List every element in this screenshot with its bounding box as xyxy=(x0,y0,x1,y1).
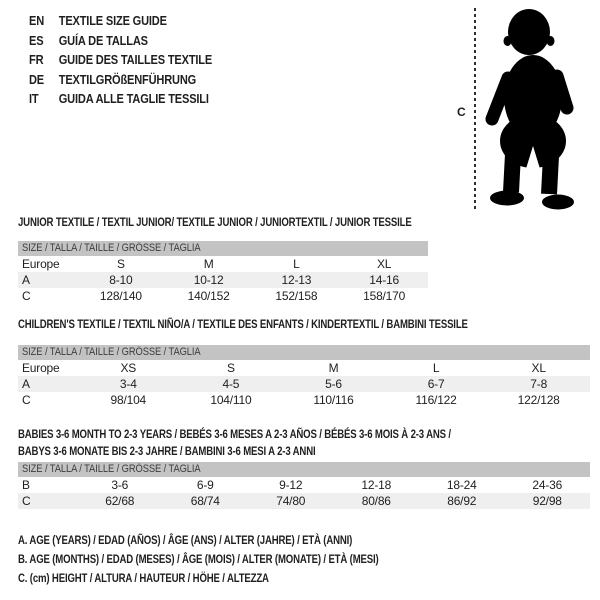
footnote-line: C. (cm) HEIGHT / ALTURA / HAUTEUR / HÖHE / ALTEZZA xyxy=(18,571,269,585)
table-cell: 12-13 xyxy=(281,273,312,287)
language-row xyxy=(29,70,212,90)
language-row xyxy=(29,89,212,109)
table-cell: 92/98 xyxy=(532,494,562,508)
size-table xyxy=(18,462,590,509)
table-header-bar xyxy=(18,345,590,360)
language-code: DE xyxy=(29,71,45,87)
height-measure-dotted-line xyxy=(474,8,476,210)
section-title: CHILDREN'S TEXTILE / TEXTIL NIÑO/A / TEXTILE DES ENFANTS / KINDERTEXTIL / BAMBINI TESSILE xyxy=(18,317,468,331)
row-label: C xyxy=(22,393,31,407)
table-cell: 98/104 xyxy=(110,393,147,407)
table-cell: 3-4 xyxy=(119,377,137,391)
footnote-line: B. AGE (MONTHS) / EDAD (MESES) / ÂGE (MOIS) / ALTER (MONATE) / ETÀ (MESI) xyxy=(18,552,379,566)
table-cell: 62/68 xyxy=(105,494,135,508)
table-cell: 116/122 xyxy=(415,393,457,407)
section-title: BABYS 3-6 MONATE BIS 2-3 JAHRE / BAMBINI 3-6 MESI A 2-3 ANNI xyxy=(18,444,316,458)
table-cell: 7-8 xyxy=(530,377,548,391)
baby-silhouette-icon xyxy=(481,2,596,212)
language-row xyxy=(29,50,212,70)
table-row xyxy=(18,493,590,509)
table-cell: L xyxy=(293,257,300,271)
table-cell: 18-24 xyxy=(446,478,477,492)
row-label: A xyxy=(22,377,30,391)
table-cell: 68/74 xyxy=(190,494,220,508)
row-label: C xyxy=(22,494,31,508)
table-cell: 5-6 xyxy=(325,377,342,391)
table-cell: 152/158 xyxy=(275,289,318,303)
table-row xyxy=(18,256,428,272)
section-title: BABIES 3-6 MONTH TO 2-3 YEARS / BEBÉS 3-6 MESES A 2-3 AÑOS / BÉBÉS 3-6 MOIS À 2-3 ANS / xyxy=(18,427,451,441)
table-header-bar xyxy=(18,462,590,477)
guide-title: TEXTILGRÖßENFÜHRUNG xyxy=(58,71,197,87)
language-list xyxy=(29,11,244,109)
table-cell: M xyxy=(203,257,214,271)
table-cell: S xyxy=(116,257,125,271)
table-header-text: SIZE / TALLA / TAILLE / GRÖSSE / TAGLIA xyxy=(22,242,201,254)
table-cell: 158/170 xyxy=(363,289,406,303)
table-cell: 122/128 xyxy=(517,393,560,407)
size-table xyxy=(18,345,590,408)
row-label: B xyxy=(22,478,30,492)
footnote-line: A. AGE (YEARS) / EDAD (AÑOS) / ÂGE (ANS) / ALTER (JAHRE) / ETÀ (ANNI) xyxy=(18,533,353,547)
table-cell: XL xyxy=(376,257,392,271)
table-cell: 140/152 xyxy=(187,289,230,303)
language-code: EN xyxy=(29,13,45,29)
table-header-text: SIZE / TALLA / TAILLE / GRÖSSE / TAGLIA xyxy=(22,463,201,475)
row-label: A xyxy=(22,273,30,287)
guide-title: GUIDE DES TAILLES TEXTILE xyxy=(58,52,213,68)
table-cell: 104/110 xyxy=(210,393,252,407)
guide-title: TEXTILE SIZE GUIDE xyxy=(58,13,167,29)
size-table xyxy=(18,241,428,304)
table-cell: 6-9 xyxy=(196,478,214,492)
footnotes xyxy=(18,531,469,588)
table-cell: 74/80 xyxy=(276,494,306,508)
table-row xyxy=(18,477,590,493)
language-code: FR xyxy=(29,52,44,68)
table-cell: XS xyxy=(120,361,137,375)
table-cell: XL xyxy=(531,361,546,375)
table-row xyxy=(18,360,590,376)
table-row xyxy=(18,288,428,304)
table-cell: 12-18 xyxy=(361,478,392,492)
row-label: Europe xyxy=(22,361,60,375)
row-label: Europe xyxy=(22,257,60,271)
table-cell: 110/116 xyxy=(313,393,354,407)
table-header-bar xyxy=(18,241,428,256)
table-cell: 4-5 xyxy=(222,377,240,391)
guide-title: GUÍA DE TALLAS xyxy=(58,32,148,48)
table-row xyxy=(18,376,590,392)
language-row xyxy=(29,11,212,31)
table-cell: 80/86 xyxy=(361,494,391,508)
table-cell: 6-7 xyxy=(427,377,445,391)
language-code: ES xyxy=(29,32,44,48)
table-row xyxy=(18,272,428,288)
table-cell: 24-36 xyxy=(532,478,563,492)
table-cell: 3-6 xyxy=(111,478,129,492)
language-code: IT xyxy=(29,91,39,107)
table-cell: 10-12 xyxy=(193,273,224,287)
table-header-text: SIZE / TALLA / TAILLE / GRÖSSE / TAGLIA xyxy=(22,346,201,358)
table-cell: 14-16 xyxy=(369,273,399,287)
table-row xyxy=(18,392,590,408)
section-babies-textile xyxy=(18,426,590,509)
table-cell: 9-12 xyxy=(279,478,303,492)
guide-title: GUIDA ALLE TAGLIE TESSILI xyxy=(58,91,209,107)
section-childrens-textile xyxy=(18,317,590,408)
height-measure-label: C xyxy=(457,105,466,119)
section-junior-textile xyxy=(18,215,510,304)
section-title: JUNIOR TEXTILE / TEXTIL JUNIOR/ TEXTILE JUNIOR / JUNIORTEXTIL / JUNIOR TESSILE xyxy=(18,215,412,229)
table-cell: S xyxy=(226,361,235,375)
table-cell: M xyxy=(328,361,339,375)
table-cell: L xyxy=(432,361,440,375)
table-cell: 8-10 xyxy=(109,273,133,287)
table-cell: 86/92 xyxy=(447,494,477,508)
table-cell: 128/140 xyxy=(99,289,142,303)
row-label: C xyxy=(22,289,31,303)
language-row xyxy=(29,31,212,51)
